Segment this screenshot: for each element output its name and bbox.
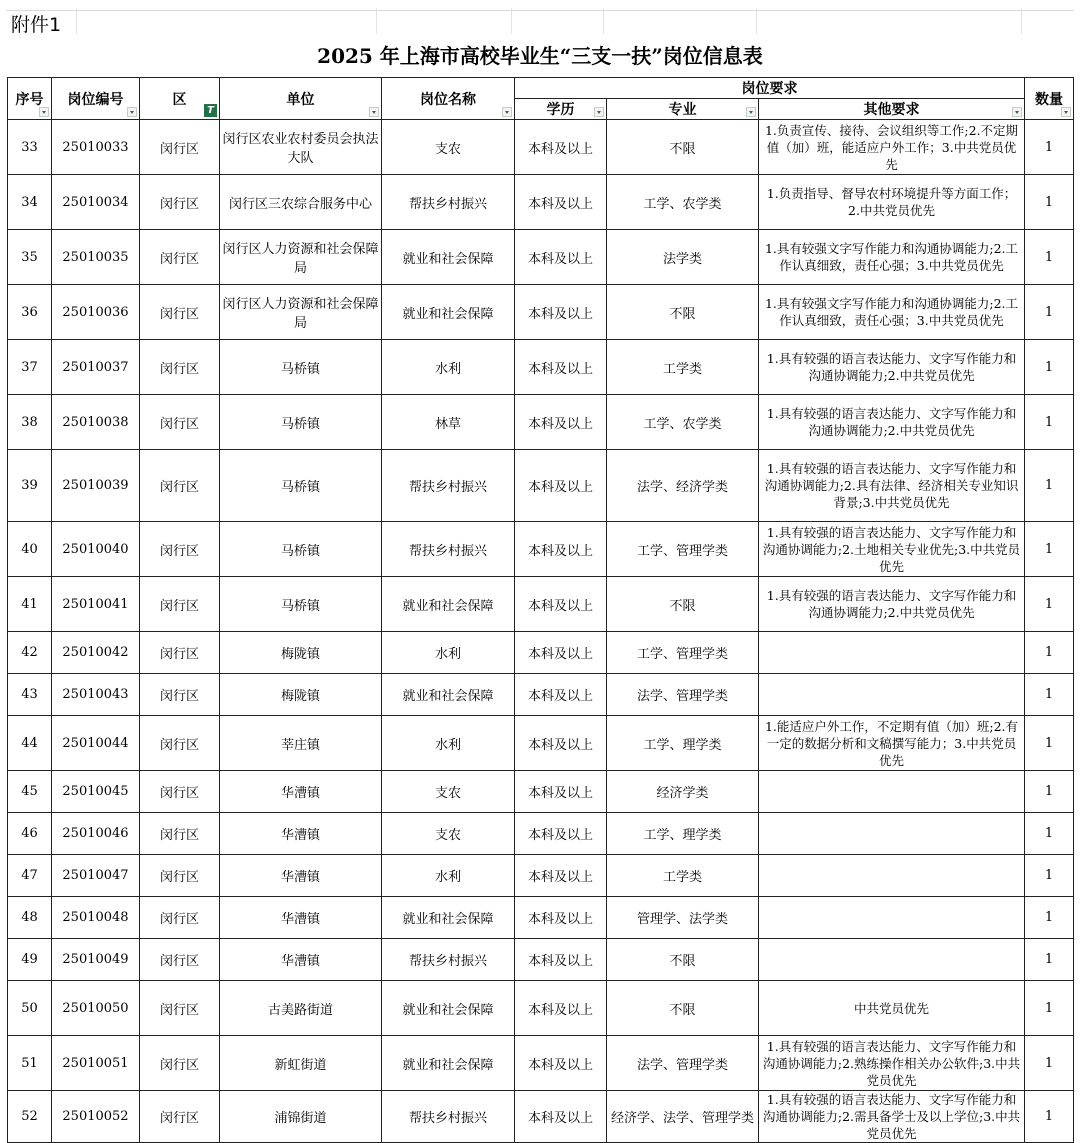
cell-major[interactable]: 工学、管理学类: [607, 632, 759, 674]
cell-position[interactable]: 帮扶乡村振兴: [382, 450, 515, 522]
cell-major[interactable]: 不限: [607, 285, 759, 340]
sheet-gridlines: [6, 8, 1074, 34]
filter-dropdown-icon[interactable]: [502, 107, 512, 117]
cell-position[interactable]: 支农: [382, 120, 515, 175]
cell-count[interactable]: 1: [1025, 175, 1074, 230]
header-major[interactable]: 专业: [607, 99, 759, 120]
cell-other[interactable]: 1.具有较强文字写作能力和沟通协调能力;2.工作认真细致，责任心强；3.中共党员优先: [759, 285, 1025, 340]
cell-education[interactable]: 本科及以上: [515, 632, 607, 674]
header-position[interactable]: 岗位名称: [382, 78, 515, 120]
cell-count[interactable]: 1: [1025, 395, 1074, 450]
cell-unit[interactable]: 梅陇镇: [220, 632, 382, 674]
cell-education[interactable]: 本科及以上: [515, 813, 607, 855]
cell-seq[interactable]: 36: [8, 285, 52, 340]
cell-count[interactable]: 1: [1025, 340, 1074, 395]
filter-dropdown-icon[interactable]: [594, 107, 604, 117]
table-body: [8, 120, 1074, 1143]
cell-district[interactable]: 闵行区: [140, 395, 220, 450]
cell-education[interactable]: 本科及以上: [515, 577, 607, 632]
cell-code[interactable]: 25010038: [52, 395, 140, 450]
cell-count[interactable]: 1: [1025, 522, 1074, 577]
cell-seq[interactable]: 51: [8, 1036, 52, 1091]
cell-major[interactable]: 工学、管理学类: [607, 522, 759, 577]
filter-dropdown-icon[interactable]: [1061, 107, 1071, 117]
cell-unit[interactable]: 新虹街道: [220, 1036, 382, 1091]
cell-code[interactable]: 25010042: [52, 632, 140, 674]
cell-unit[interactable]: 华漕镇: [220, 855, 382, 897]
cell-major[interactable]: 不限: [607, 981, 759, 1036]
cell-other[interactable]: [759, 897, 1025, 939]
cell-unit[interactable]: 马桥镇: [220, 522, 382, 577]
cell-position[interactable]: 帮扶乡村振兴: [382, 522, 515, 577]
cell-code[interactable]: 25010048: [52, 897, 140, 939]
cell-count[interactable]: 1: [1025, 981, 1074, 1036]
cell-district[interactable]: 闵行区: [140, 285, 220, 340]
job-info-table: [7, 77, 1074, 1143]
cell-other[interactable]: 中共党员优先: [759, 981, 1025, 1036]
cell-position[interactable]: 就业和社会保障: [382, 674, 515, 716]
cell-seq[interactable]: 45: [8, 771, 52, 813]
cell-unit[interactable]: 莘庄镇: [220, 716, 382, 771]
cell-code[interactable]: 25010046: [52, 813, 140, 855]
cell-other[interactable]: [759, 855, 1025, 897]
cell-district[interactable]: 闵行区: [140, 230, 220, 285]
cell-other[interactable]: 1.负责指导、督导农村环境提升等方面工作；2.中共党员优先: [759, 175, 1025, 230]
cell-unit[interactable]: 马桥镇: [220, 450, 382, 522]
cell-code[interactable]: 25010052: [52, 1091, 140, 1143]
cell-unit[interactable]: 浦锦街道: [220, 1091, 382, 1143]
cell-count[interactable]: 1: [1025, 450, 1074, 522]
cell-education[interactable]: 本科及以上: [515, 230, 607, 285]
cell-major[interactable]: 法学类: [607, 230, 759, 285]
cell-major[interactable]: 工学类: [607, 855, 759, 897]
cell-major[interactable]: 工学、农学类: [607, 175, 759, 230]
cell-major[interactable]: 工学类: [607, 340, 759, 395]
cell-count[interactable]: 1: [1025, 1091, 1074, 1143]
cell-code[interactable]: 25010047: [52, 855, 140, 897]
cell-position[interactable]: 就业和社会保障: [382, 1036, 515, 1091]
header-count[interactable]: 数量: [1025, 78, 1074, 120]
filter-dropdown-icon[interactable]: [1012, 107, 1022, 117]
header-education[interactable]: 学历: [515, 99, 607, 120]
cell-count[interactable]: 1: [1025, 1036, 1074, 1091]
cell-position[interactable]: 林草: [382, 395, 515, 450]
cell-district[interactable]: 闵行区: [140, 175, 220, 230]
cell-code[interactable]: 25010039: [52, 450, 140, 522]
cell-education[interactable]: 本科及以上: [515, 1091, 607, 1143]
cell-count[interactable]: 1: [1025, 632, 1074, 674]
header-seq[interactable]: 序号: [8, 78, 52, 120]
cell-count[interactable]: 1: [1025, 230, 1074, 285]
cell-other[interactable]: [759, 632, 1025, 674]
table-row[interactable]: [8, 450, 1074, 522]
cell-seq[interactable]: 35: [8, 230, 52, 285]
cell-education[interactable]: 本科及以上: [515, 981, 607, 1036]
cell-other[interactable]: 1.具有较强的语言表达能力、文字写作能力和沟通协调能力;2.中共党员优先: [759, 577, 1025, 632]
cell-seq[interactable]: 46: [8, 813, 52, 855]
cell-seq[interactable]: 38: [8, 395, 52, 450]
table-row[interactable]: [8, 522, 1074, 577]
cell-seq[interactable]: 49: [8, 939, 52, 981]
cell-count[interactable]: 1: [1025, 897, 1074, 939]
table-row[interactable]: [8, 230, 1074, 285]
cell-education[interactable]: 本科及以上: [515, 395, 607, 450]
table-row[interactable]: [8, 674, 1074, 716]
cell-district[interactable]: 闵行区: [140, 981, 220, 1036]
cell-district[interactable]: 闵行区: [140, 771, 220, 813]
cell-code[interactable]: 25010049: [52, 939, 140, 981]
table-row[interactable]: [8, 897, 1074, 939]
cell-seq[interactable]: 37: [8, 340, 52, 395]
cell-count[interactable]: 1: [1025, 285, 1074, 340]
cell-position[interactable]: 就业和社会保障: [382, 577, 515, 632]
cell-other[interactable]: 1.具有较强的语言表达能力、文字写作能力和沟通协调能力;2.需具备学士及以上学位;3.中共党员优先: [759, 1091, 1025, 1143]
cell-education[interactable]: 本科及以上: [515, 674, 607, 716]
filter-dropdown-icon[interactable]: [127, 107, 137, 117]
cell-code[interactable]: 25010050: [52, 981, 140, 1036]
filter-dropdown-icon[interactable]: [369, 107, 379, 117]
cell-education[interactable]: 本科及以上: [515, 450, 607, 522]
cell-district[interactable]: 闵行区: [140, 1091, 220, 1143]
cell-other[interactable]: [759, 674, 1025, 716]
cell-position[interactable]: 水利: [382, 340, 515, 395]
cell-unit[interactable]: 华漕镇: [220, 897, 382, 939]
cell-position[interactable]: 帮扶乡村振兴: [382, 939, 515, 981]
cell-seq[interactable]: 40: [8, 522, 52, 577]
filter-dropdown-icon[interactable]: [746, 107, 756, 117]
cell-code[interactable]: 25010051: [52, 1036, 140, 1091]
cell-unit[interactable]: 闵行区人力资源和社会保障局: [220, 230, 382, 285]
cell-other[interactable]: 1.具有较强文字写作能力和沟通协调能力;2.工作认真细致，责任心强；3.中共党员优先: [759, 230, 1025, 285]
cell-count[interactable]: 1: [1025, 674, 1074, 716]
cell-district[interactable]: 闵行区: [140, 450, 220, 522]
cell-seq[interactable]: 34: [8, 175, 52, 230]
cell-education[interactable]: 本科及以上: [515, 175, 607, 230]
cell-major[interactable]: 管理学、法学类: [607, 897, 759, 939]
cell-major[interactable]: 不限: [607, 939, 759, 981]
cell-other[interactable]: 1.能适应户外工作，不定期有值（加）班;2.有一定的数据分析和文稿撰写能力；3.中共党员优先: [759, 716, 1025, 771]
cell-count[interactable]: 1: [1025, 577, 1074, 632]
attachment-label: 附件1: [11, 14, 62, 36]
table-row[interactable]: [8, 939, 1074, 981]
cell-major[interactable]: 法学、经济学类: [607, 450, 759, 522]
cell-code[interactable]: 25010036: [52, 285, 140, 340]
cell-district[interactable]: 闵行区: [140, 522, 220, 577]
cell-position[interactable]: 水利: [382, 632, 515, 674]
cell-position[interactable]: 就业和社会保障: [382, 285, 515, 340]
table-row[interactable]: [8, 716, 1074, 771]
cell-position[interactable]: 帮扶乡村振兴: [382, 175, 515, 230]
header-unit[interactable]: 单位: [220, 78, 382, 120]
cell-education[interactable]: 本科及以上: [515, 771, 607, 813]
cell-major[interactable]: 法学、管理学类: [607, 1036, 759, 1091]
cell-seq[interactable]: 42: [8, 632, 52, 674]
cell-other[interactable]: 1.具有较强的语言表达能力、文字写作能力和沟通协调能力;2.熟练操作相关办公软件;3.中共党员优先: [759, 1036, 1025, 1091]
cell-code[interactable]: 25010045: [52, 771, 140, 813]
cell-position[interactable]: 就业和社会保障: [382, 897, 515, 939]
table-row[interactable]: [8, 175, 1074, 230]
active-filter-icon[interactable]: T: [204, 104, 217, 117]
cell-major[interactable]: 法学、管理学类: [607, 674, 759, 716]
cell-position[interactable]: 支农: [382, 813, 515, 855]
cell-other[interactable]: [759, 771, 1025, 813]
cell-seq[interactable]: 47: [8, 855, 52, 897]
cell-other[interactable]: 1.具有较强的语言表达能力、文字写作能力和沟通协调能力;2.中共党员优先: [759, 340, 1025, 395]
table-row[interactable]: [8, 1036, 1074, 1091]
cell-education[interactable]: 本科及以上: [515, 522, 607, 577]
header-code[interactable]: 岗位编号: [52, 78, 140, 120]
table-row[interactable]: [8, 577, 1074, 632]
cell-other[interactable]: 1.具有较强的语言表达能力、文字写作能力和沟通协调能力;2.土地相关专业优先;3.中共党员优先: [759, 522, 1025, 577]
cell-district[interactable]: 闵行区: [140, 577, 220, 632]
cell-position[interactable]: 就业和社会保障: [382, 981, 515, 1036]
cell-seq[interactable]: 48: [8, 897, 52, 939]
cell-position[interactable]: 水利: [382, 716, 515, 771]
cell-other[interactable]: 1.具有较强的语言表达能力、文字写作能力和沟通协调能力;2.具有法律、经济相关专业知识背景;3.中共党员优先: [759, 450, 1025, 522]
cell-code[interactable]: 25010044: [52, 716, 140, 771]
cell-major[interactable]: 工学、理学类: [607, 716, 759, 771]
cell-position[interactable]: 就业和社会保障: [382, 230, 515, 285]
cell-major[interactable]: 不限: [607, 120, 759, 175]
cell-unit[interactable]: 马桥镇: [220, 340, 382, 395]
cell-code[interactable]: 25010035: [52, 230, 140, 285]
cell-count[interactable]: 1: [1025, 716, 1074, 771]
cell-unit[interactable]: 华漕镇: [220, 939, 382, 981]
table-row[interactable]: [8, 632, 1074, 674]
cell-count[interactable]: 1: [1025, 771, 1074, 813]
cell-district[interactable]: 闵行区: [140, 939, 220, 981]
cell-seq[interactable]: 44: [8, 716, 52, 771]
cell-district[interactable]: 闵行区: [140, 813, 220, 855]
filter-dropdown-icon[interactable]: [39, 107, 49, 117]
header-district[interactable]: 区 T: [140, 78, 220, 120]
cell-unit[interactable]: 梅陇镇: [220, 674, 382, 716]
cell-major[interactable]: 工学、理学类: [607, 813, 759, 855]
cell-other[interactable]: [759, 813, 1025, 855]
cell-seq[interactable]: 33: [8, 120, 52, 175]
cell-count[interactable]: 1: [1025, 120, 1074, 175]
cell-unit[interactable]: 华漕镇: [220, 771, 382, 813]
cell-other[interactable]: 1.负责宣传、接待、会议组织等工作;2.不定期值（加）班，能适应户外工作；3.中共党员优先: [759, 120, 1025, 175]
table-row[interactable]: [8, 395, 1074, 450]
cell-education[interactable]: 本科及以上: [515, 855, 607, 897]
cell-district[interactable]: 闵行区: [140, 897, 220, 939]
cell-district[interactable]: 闵行区: [140, 340, 220, 395]
cell-seq[interactable]: 52: [8, 1091, 52, 1143]
table-row[interactable]: [8, 813, 1074, 855]
header-requirements: 岗位要求: [515, 78, 1025, 99]
cell-education[interactable]: 本科及以上: [515, 897, 607, 939]
cell-count[interactable]: 1: [1025, 813, 1074, 855]
cell-education[interactable]: 本科及以上: [515, 716, 607, 771]
cell-major[interactable]: 工学、农学类: [607, 395, 759, 450]
cell-seq[interactable]: 41: [8, 577, 52, 632]
cell-unit[interactable]: 闵行区农业农村委员会执法大队: [220, 120, 382, 175]
cell-unit[interactable]: 闵行区三农综合服务中心: [220, 175, 382, 230]
cell-other[interactable]: [759, 939, 1025, 981]
cell-district[interactable]: 闵行区: [140, 120, 220, 175]
table-row[interactable]: [8, 771, 1074, 813]
cell-code[interactable]: 25010043: [52, 674, 140, 716]
table-row[interactable]: [8, 981, 1074, 1036]
cell-education[interactable]: 本科及以上: [515, 120, 607, 175]
cell-count[interactable]: 1: [1025, 855, 1074, 897]
cell-code[interactable]: 25010041: [52, 577, 140, 632]
cell-count[interactable]: 1: [1025, 939, 1074, 981]
header-other[interactable]: 其他要求: [759, 99, 1025, 120]
cell-position[interactable]: 水利: [382, 855, 515, 897]
table-row[interactable]: [8, 1091, 1074, 1143]
cell-major[interactable]: 经济学类: [607, 771, 759, 813]
cell-position[interactable]: 支农: [382, 771, 515, 813]
cell-unit[interactable]: 古美路街道: [220, 981, 382, 1036]
cell-code[interactable]: 25010040: [52, 522, 140, 577]
cell-district[interactable]: 闵行区: [140, 855, 220, 897]
cell-other[interactable]: 1.具有较强的语言表达能力、文字写作能力和沟通协调能力;2.中共党员优先: [759, 395, 1025, 450]
cell-education[interactable]: 本科及以上: [515, 1036, 607, 1091]
table-row[interactable]: [8, 855, 1074, 897]
cell-seq[interactable]: 43: [8, 674, 52, 716]
cell-seq[interactable]: 50: [8, 981, 52, 1036]
cell-unit[interactable]: 马桥镇: [220, 395, 382, 450]
cell-code[interactable]: 25010034: [52, 175, 140, 230]
cell-unit[interactable]: 闵行区人力资源和社会保障局: [220, 285, 382, 340]
cell-code[interactable]: 25010037: [52, 340, 140, 395]
cell-district[interactable]: 闵行区: [140, 632, 220, 674]
cell-education[interactable]: 本科及以上: [515, 285, 607, 340]
cell-district[interactable]: 闵行区: [140, 716, 220, 771]
cell-major[interactable]: 不限: [607, 577, 759, 632]
table-row[interactable]: [8, 340, 1074, 395]
page-title: 2025 年上海市高校毕业生“三支一扶”岗位信息表: [317, 44, 763, 68]
cell-major[interactable]: 经济学、法学、管理学类: [607, 1091, 759, 1143]
cell-position[interactable]: 帮扶乡村振兴: [382, 1091, 515, 1143]
cell-code[interactable]: 25010033: [52, 120, 140, 175]
cell-seq[interactable]: 39: [8, 450, 52, 522]
cell-unit[interactable]: 华漕镇: [220, 813, 382, 855]
cell-district[interactable]: 闵行区: [140, 674, 220, 716]
cell-education[interactable]: 本科及以上: [515, 340, 607, 395]
cell-unit[interactable]: 马桥镇: [220, 577, 382, 632]
cell-district[interactable]: 闵行区: [140, 1036, 220, 1091]
cell-education[interactable]: 本科及以上: [515, 939, 607, 981]
table-row[interactable]: [8, 285, 1074, 340]
table-row[interactable]: [8, 120, 1074, 175]
